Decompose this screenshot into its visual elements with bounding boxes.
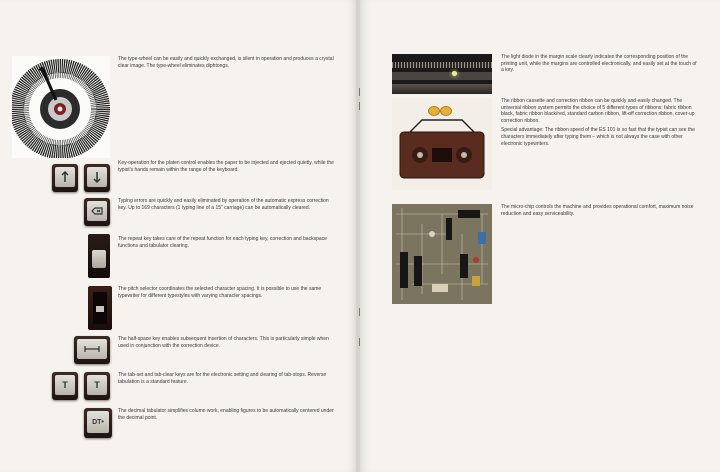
platen-up-icon [55, 167, 75, 187]
platen-key-1 [52, 164, 78, 192]
typewheel-caption-text: The type-wheel can be easily and quickly exchanged, is silent in operation and produces a crystal clear image. The type-wheel eliminates diphtongs. [118, 56, 334, 69]
typewheel-caption [118, 56, 336, 72]
repeat-key-cap [92, 250, 106, 268]
correction-icon [87, 201, 107, 221]
tab-clear-label: T [87, 375, 107, 395]
right-page [360, 0, 720, 472]
decimal-tab-key [84, 408, 112, 438]
halfspace-icon [77, 339, 107, 359]
repeat-key-photo [88, 234, 110, 278]
ribbon-cassette-icon [392, 98, 492, 190]
margin-scale-photo [392, 54, 492, 94]
pitch-caption [118, 286, 336, 302]
left-page [0, 0, 358, 472]
platen-caption-text: Key-operation for the platen control enables the paper to be injected and ejected quietly, while the typist's hands remain within the range of the keyboard. [118, 160, 334, 173]
tab-set-key [52, 372, 78, 400]
pitch-caption-text: The pitch selector coordinates the selected character spacing. It is possible to use the same typewriter for different typestyles with varying character spacings. [118, 286, 322, 299]
halfspace-caption-text: The half-space key enables subsequent insertion of characters. This is particularly simple when used in conjunction with the correction device. [118, 336, 329, 349]
tabset-caption-text: The tab-set and tab-clear keys are for the electronic setting and clearing of tab-stops. Reverse tabulation is a standard feature. [118, 372, 327, 385]
tab-set-label: T [55, 375, 75, 395]
halfspace-key [74, 336, 110, 364]
margin-scale-base [392, 84, 492, 94]
decimal-caption-text: The decimal tabulator simplifies column work, enabling figures to be automatically centered under the decimal point. [118, 408, 334, 421]
micro-chip-icon [392, 204, 492, 304]
correction-key [84, 198, 110, 226]
typewheel-photo [12, 56, 110, 158]
decimal-caption [118, 408, 336, 424]
decimal-tab-label: DT• [87, 411, 109, 433]
margin-scale-bar [392, 72, 492, 80]
ribbon-caption-text-1: The ribbon cassette and correction ribbon can be quickly and easily changed. The universal ribbon system permits the choice of 5 different types of ribbons: fabric ribbon black, fabric ribbon black/red, standard carbon ribbon, lift-off correction ribbon, cover-up correction ribbon. [501, 98, 695, 124]
diode-caption-text: The light diode in the margin scale clearly indicates the corresponding position of the printing unit, while the margins are controlled electronically, and easily set at the touch of a key. [501, 54, 697, 74]
ribbon-caption [501, 98, 699, 150]
light-diode-icon [452, 71, 457, 76]
pitch-selector-lever [96, 306, 104, 312]
correction-caption-text: Typing errors are quickly and easily eliminated by operation of the automatic express correction key. Up to 169 characters (1 typing line of a 15" carriage) can be automatically cleared. [118, 198, 329, 211]
pitch-selector-photo [88, 286, 112, 330]
chip-caption-text: The micro-chip controls the machine and provides operational comfort, maximum noise reduction and easy serviceability. [501, 204, 694, 217]
platen-down-icon [87, 167, 107, 187]
typewheel-icon [12, 56, 110, 158]
chip-caption [501, 204, 699, 220]
diode-caption [501, 54, 699, 77]
ribbon-cassette-photo [392, 98, 492, 190]
platen-key-2 [84, 164, 110, 192]
margin-scale-rail [392, 62, 492, 68]
tab-clear-key [84, 372, 110, 400]
ribbon-caption-text-2: Special advantage: The ribbon speed of the ES 101 is so fast that the typist can see the characters immediately after typing them – which is not always the case with other electronic typewriters. [501, 127, 695, 147]
tabset-caption [118, 372, 336, 388]
platen-caption [118, 160, 336, 176]
halfspace-caption [118, 336, 336, 352]
repeat-caption-text: The repeat key takes care of the repeat function for each typing key, correction and backspace functions and tabulator clearing. [118, 236, 327, 249]
correction-caption [118, 198, 336, 214]
repeat-caption [118, 236, 336, 252]
circuit-board-photo [392, 204, 492, 304]
